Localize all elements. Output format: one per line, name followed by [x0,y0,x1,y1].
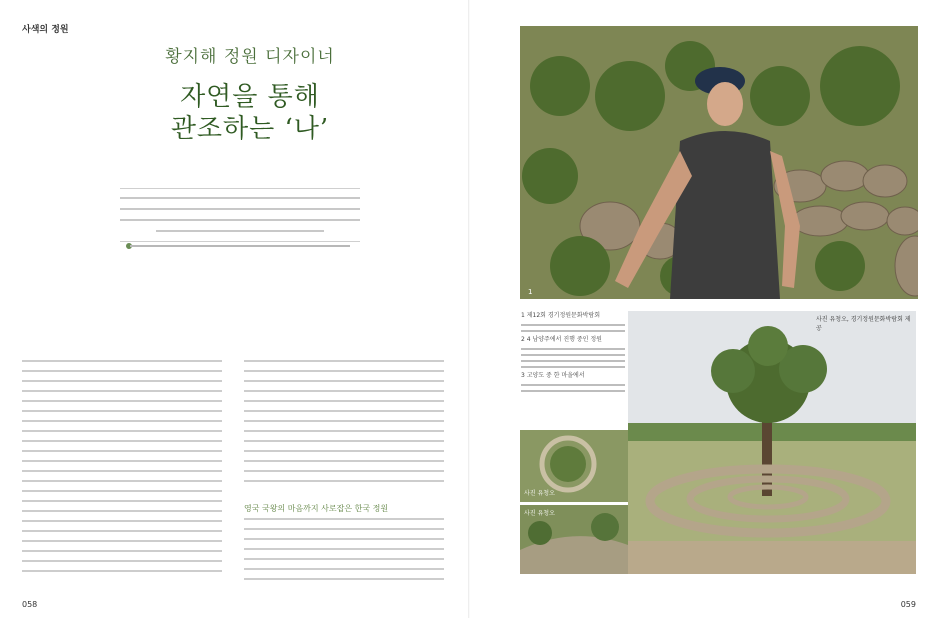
article-title-line-2: 관조하는 ‘나’ [170,114,330,144]
photo-captions [521,311,625,395]
body-text-line [22,570,222,572]
body-text-line [244,568,444,570]
body-text-line [22,450,222,452]
small-photo-credit-2: 사진 유청오 [524,510,555,517]
lead-paragraph [120,180,360,250]
body-text-line [244,470,444,472]
body-text-line [244,578,444,580]
body-text-line [244,480,444,482]
page-number-left: 058 [22,600,38,609]
tree-garden-illustration [628,311,916,574]
caption-item: 3 고양도 중 한 마을에서 [521,371,625,392]
body-column-1 [22,360,222,580]
body-text-line [22,550,222,552]
caption-text-line [521,366,625,368]
body-text-line [22,370,222,372]
body-text-line [22,560,222,562]
body-text-line [22,490,222,492]
body-text-line [22,520,222,522]
body-text-line [244,558,444,560]
body-text-line [244,360,444,362]
body-text-line [244,400,444,402]
body-text-line [22,510,222,512]
body-text-line [22,540,222,542]
body-text-line [244,548,444,550]
small-photo-circular-garden [520,430,628,502]
body-text-line [244,538,444,540]
lead-divider-bottom [120,241,360,242]
body-text-line [244,518,444,520]
body-text-line [22,530,222,532]
byline-line [130,245,350,247]
article-title-line-1: 자연을 통해 [180,82,320,112]
right-page [470,0,940,618]
body-text-line [22,400,222,402]
caption-item: 2 4 남양주에서 진행 중인 정원 [521,335,625,368]
page-number-right: 059 [900,600,916,609]
photo-credit: 사진 유청오, 경기정원문화박람회 제공 [816,316,911,332]
body-text-line [22,480,222,482]
photo-index-1: 1 [528,288,533,296]
body-text-line [244,430,444,432]
main-photo-gardener [520,26,918,299]
caption-item: 1 제12회 경기정원문화박람회 [521,311,625,332]
section-subheading: 영국 국왕의 마음까지 사로잡은 한국 정원 [244,504,389,513]
body-column-2-continued [244,518,444,588]
lead-text-line [156,230,324,232]
body-text-line [244,380,444,382]
body-text-line [22,420,222,422]
body-text-line [244,450,444,452]
body-text-line [244,390,444,392]
small-photo-credit-1: 사진 유청오 [524,490,555,497]
lead-text-line [120,197,360,199]
body-column-2 [244,360,444,490]
body-text-line [22,430,222,432]
body-text-line [22,460,222,462]
caption-text-line [521,360,625,362]
caption-text-line [521,324,625,326]
caption-text-line [521,330,625,332]
caption-text-line [521,390,625,392]
left-page [0,0,469,618]
lead-text-line [120,219,360,221]
body-text-line [244,528,444,530]
large-photo-tree-garden [628,311,916,574]
article-subtitle: 황지해 정원 디자이너 [165,47,335,67]
lead-text-line [120,208,360,210]
body-text-line [244,440,444,442]
section-label: 사색의 정원 [22,25,69,35]
caption-text-line [521,354,625,356]
body-text-line [244,420,444,422]
body-text-line [22,380,222,382]
body-text-line [22,470,222,472]
body-text-line [22,440,222,442]
body-text-line [244,370,444,372]
caption-text-line [521,348,625,350]
caption-text-line [521,384,625,386]
body-text-line [22,360,222,362]
title-block [100,42,400,145]
body-text-line [22,410,222,412]
body-text-line [244,460,444,462]
body-text-line [22,390,222,392]
lead-divider-top [120,188,360,189]
small-photo-stone-garden [520,505,628,574]
gardener-illustration [520,26,918,299]
body-text-line [22,500,222,502]
body-text-line [244,410,444,412]
